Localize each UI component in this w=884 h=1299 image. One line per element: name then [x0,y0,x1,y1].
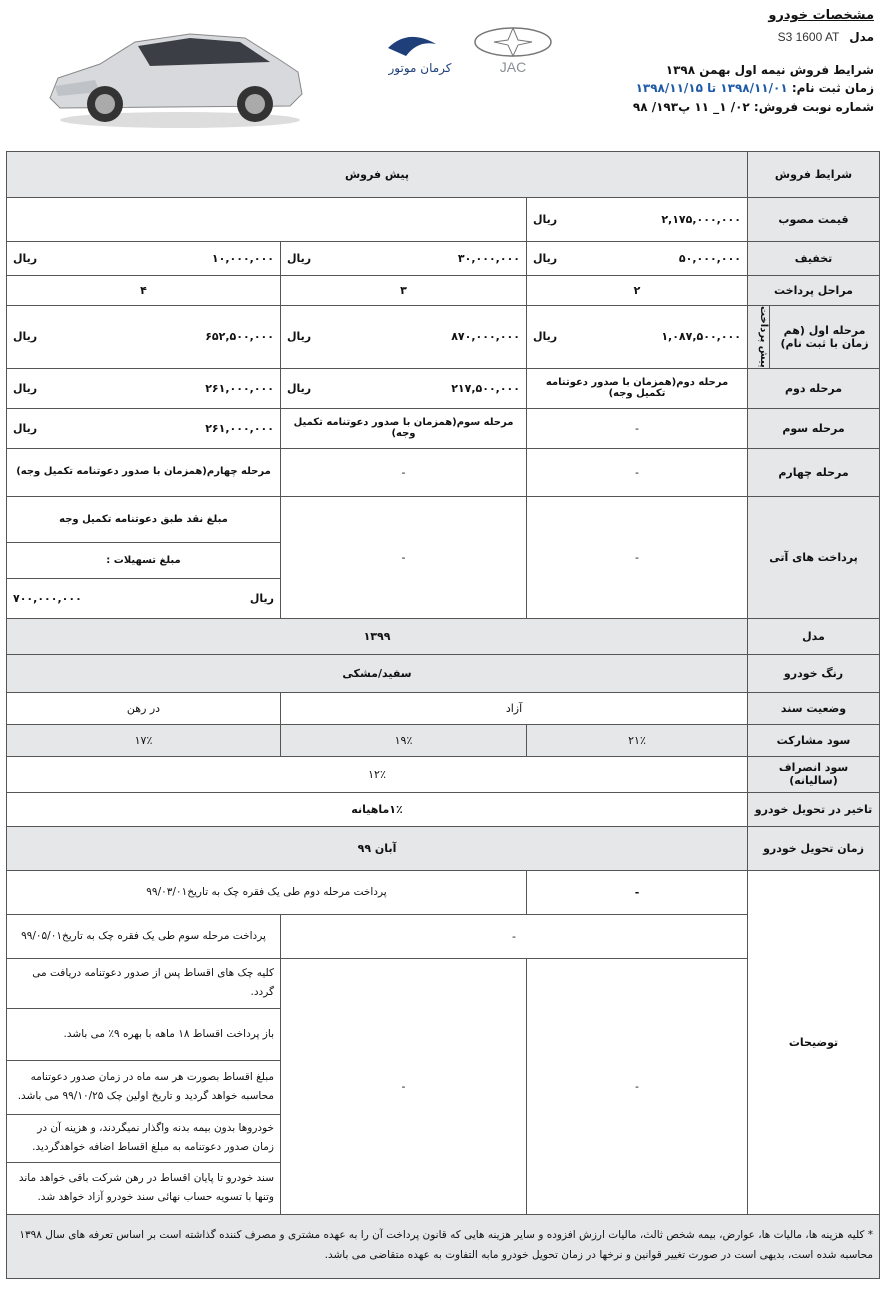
dash: - [281,958,527,1214]
row-label-notes: توضیحات [748,870,880,1214]
delivery-time: آبان ۹۹ [7,826,748,870]
registration-time [574,79,874,98]
discount-value: ۳۰,۰۰۰,۰۰۰ [457,252,520,265]
price-empty [7,198,527,242]
prepay-label-cell [748,306,770,369]
jac-logo [378,20,558,80]
stage-count: ۴ [7,276,281,306]
discount-value: ۱۰,۰۰۰,۰۰۰ [211,252,274,265]
row-label-stage3: مرحله سوم [748,408,880,448]
row-label-discount: تخفیف [748,242,880,276]
row-label-price: قیمت مصوب [748,198,880,242]
stage-count: ۲ [527,276,748,306]
cancel-profit: ۱۲٪ [7,756,748,792]
header-model-value: S3 1600 AT [777,30,840,45]
currency: ریال [13,252,38,265]
stage-count: ۳ [281,276,527,306]
conditions-value: پیش فروش [7,152,748,198]
future-loan: مبلغ تسهیلات : [7,542,281,578]
stage1-cell [527,306,748,369]
row-label-stages: مراحل پرداخت [748,276,880,306]
row-label-stage4: مرحله چهارم [748,448,880,496]
discount-value: ۵۰,۰۰۰,۰۰۰ [678,252,741,265]
sales-conditions-table [6,151,880,1279]
row-label-document: وضعیت سند [748,692,880,724]
stage1-value: ۶۵۲,۵۰۰,۰۰۰ [205,330,274,344]
car-image [40,20,310,130]
row-label-conditions: شرایط فروش [748,152,880,198]
discount-cell [7,242,281,276]
stage1-value: ۸۷۰,۰۰۰,۰۰۰ [451,330,520,344]
delay-value: ۱٪ماهیانه [7,792,748,826]
currency: ریال [13,421,38,435]
stage1-cell [7,306,281,369]
currency: ریال [13,330,38,344]
stage2-cell [7,368,281,408]
dash: - [527,408,748,448]
brand-logos [378,20,558,80]
currency: ریال [287,381,312,395]
currency: ریال [287,330,312,344]
currency: ریال [533,213,558,226]
note-item: خودروها بدون بیمه بدنه واگذار نمیگردند، و هزینه آن در زمان صدور دعوتنامه به مبلغ اقساط اضافه خواهدگردید. [7,1114,281,1162]
registration-time-value: ۱۳۹۸/۱۱/۰۱ تا ۱۳۹۸/۱۱/۱۵ [635,81,788,96]
note-stage3: پرداخت مرحله سوم طی یک فقره چک به تاریخ۹۹/۰۵/۰۱ [7,914,281,958]
prepay-label: پیش پرداخت [758,306,770,368]
currency: ریال [533,330,558,344]
row-label-model: مدل [748,618,880,654]
stage2-value: ۲۱۷,۵۰۰,۰۰۰ [451,381,520,395]
dash: - [281,496,527,618]
price-value: ۲,۱۷۵,۰۰۰,۰۰۰ [661,213,741,226]
stage4-note: مرحله چهارم(همزمان با صدور دعوتنامه تکمیل وجه) [7,448,281,496]
future-cash: مبلغ نقد طبق دعوتنامه تکمیل وجه [7,496,281,542]
note-item: مبلغ اقساط بصورت هر سه ماه در زمان صدور دعوتنامه محاسبه خواهد گردید و تاریخ اولین چک ۹۹/۱۰/۲۵ می باشد. [7,1060,281,1114]
dash: - [527,448,748,496]
discount-cell [281,242,527,276]
model-year: ۱۳۹۹ [7,618,748,654]
document-free: آزاد [281,692,748,724]
discount-cell [527,242,748,276]
row-label-cancel: سود انصراف (سالیانه) [748,756,880,792]
profit-value: ۲۱٪ [527,724,748,756]
note-item: سند خودرو تا پایان اقساط در رهن شرکت باقی خواهد ماند وتنها با تسویه حساب نهائی سند خودرو آزاد خواهد شد. [7,1162,281,1214]
stage2-note: مرحله دوم(همزمان با صدور دعوتنامه تکمیل وجه) [527,368,748,408]
header-info [574,6,874,117]
price-cell [527,198,748,242]
header-model-label: مدل [849,30,874,45]
dash: - [281,914,748,958]
stage3-cell [7,408,281,448]
car-color: سفید/مشکی [7,654,748,692]
document-mortgage: در رهن [7,692,281,724]
dash: - [281,448,527,496]
row-label-profit: سود مشارکت [748,724,880,756]
profit-value: ۱۷٪ [7,724,281,756]
row-label-future: پرداخت های آتی [748,496,880,618]
currency: ریال [533,252,558,265]
kerman-motor-text: کرمان موتور [388,61,452,75]
stage1-cell [281,306,527,369]
header-model [574,28,874,47]
stage1-value: ۱,۰۸۷,۵۰۰,۰۰۰ [661,330,741,344]
dash: - [527,958,748,1214]
row-label-color: رنگ خودرو [748,654,880,692]
future-loan-value: ۷۰۰,۰۰۰,۰۰۰ [13,591,82,605]
row-label-stage1: مرحله اول (هم زمان با ثبت نام) [770,306,880,369]
currency: ریال [13,381,38,395]
stage3-note: مرحله سوم(همزمان با صدور دعوتنامه تکمیل وجه) [281,408,527,448]
row-label-delivery: زمان تحویل خودرو [748,826,880,870]
dash: - [527,870,748,914]
future-loan-cell [7,578,281,618]
note-item: باز پرداخت اقساط ۱۸ ماهه با بهره ۹٪ می باشد. [7,1008,281,1060]
row-label-delay: تاخیر در تحویل خودرو [748,792,880,826]
stage2-value: ۲۶۱,۰۰۰,۰۰۰ [205,381,274,395]
sale-period: شرایط فروش نیمه اول بهمن ۱۳۹۸ [665,62,874,77]
currency: ریال [287,252,312,265]
profit-value: ۱۹٪ [281,724,527,756]
row-label-stage2: مرحله دوم [748,368,880,408]
footer-note: * کلیه هزینه ها، مالیات ها، عوارض، بیمه شخص ثالث، مالیات ارزش افزوده و سایر هزینه هایی که قانون پرداخت آن را به عهده مشتری و مصرف کننده گذاشته است بر اساس تعرفه های سال ۱۳۹۸ محاسبه شده است، بدیهی است در صورت تغییر قوانین و نرخها در زمان تحویل خودرو مابه التفاوت به عهده متقاضی می باشد. [7,1214,880,1278]
note-item: کلیه چک های اقساط پس از صدور دعوتنامه دریافت می گردد. [7,958,281,1008]
jac-text: JAC [499,59,527,75]
header-title: مشخصات خودرو [768,8,874,23]
stage3-value: ۲۶۱,۰۰۰,۰۰۰ [205,421,274,435]
registration-time-label: زمان ثبت نام: [791,81,874,96]
dash: - [527,496,748,618]
stage2-cell [281,368,527,408]
sale-turn-number: شماره نوبت فروش: ۰۲/ ۱_ ۱۱ پ۱۹۳/ ۹۸ [632,99,874,114]
currency: ریال [249,591,274,605]
note-stage2: پرداخت مرحله دوم طی یک فقره چک به تاریخ۹۹/۰۳/۰۱ [7,870,527,914]
